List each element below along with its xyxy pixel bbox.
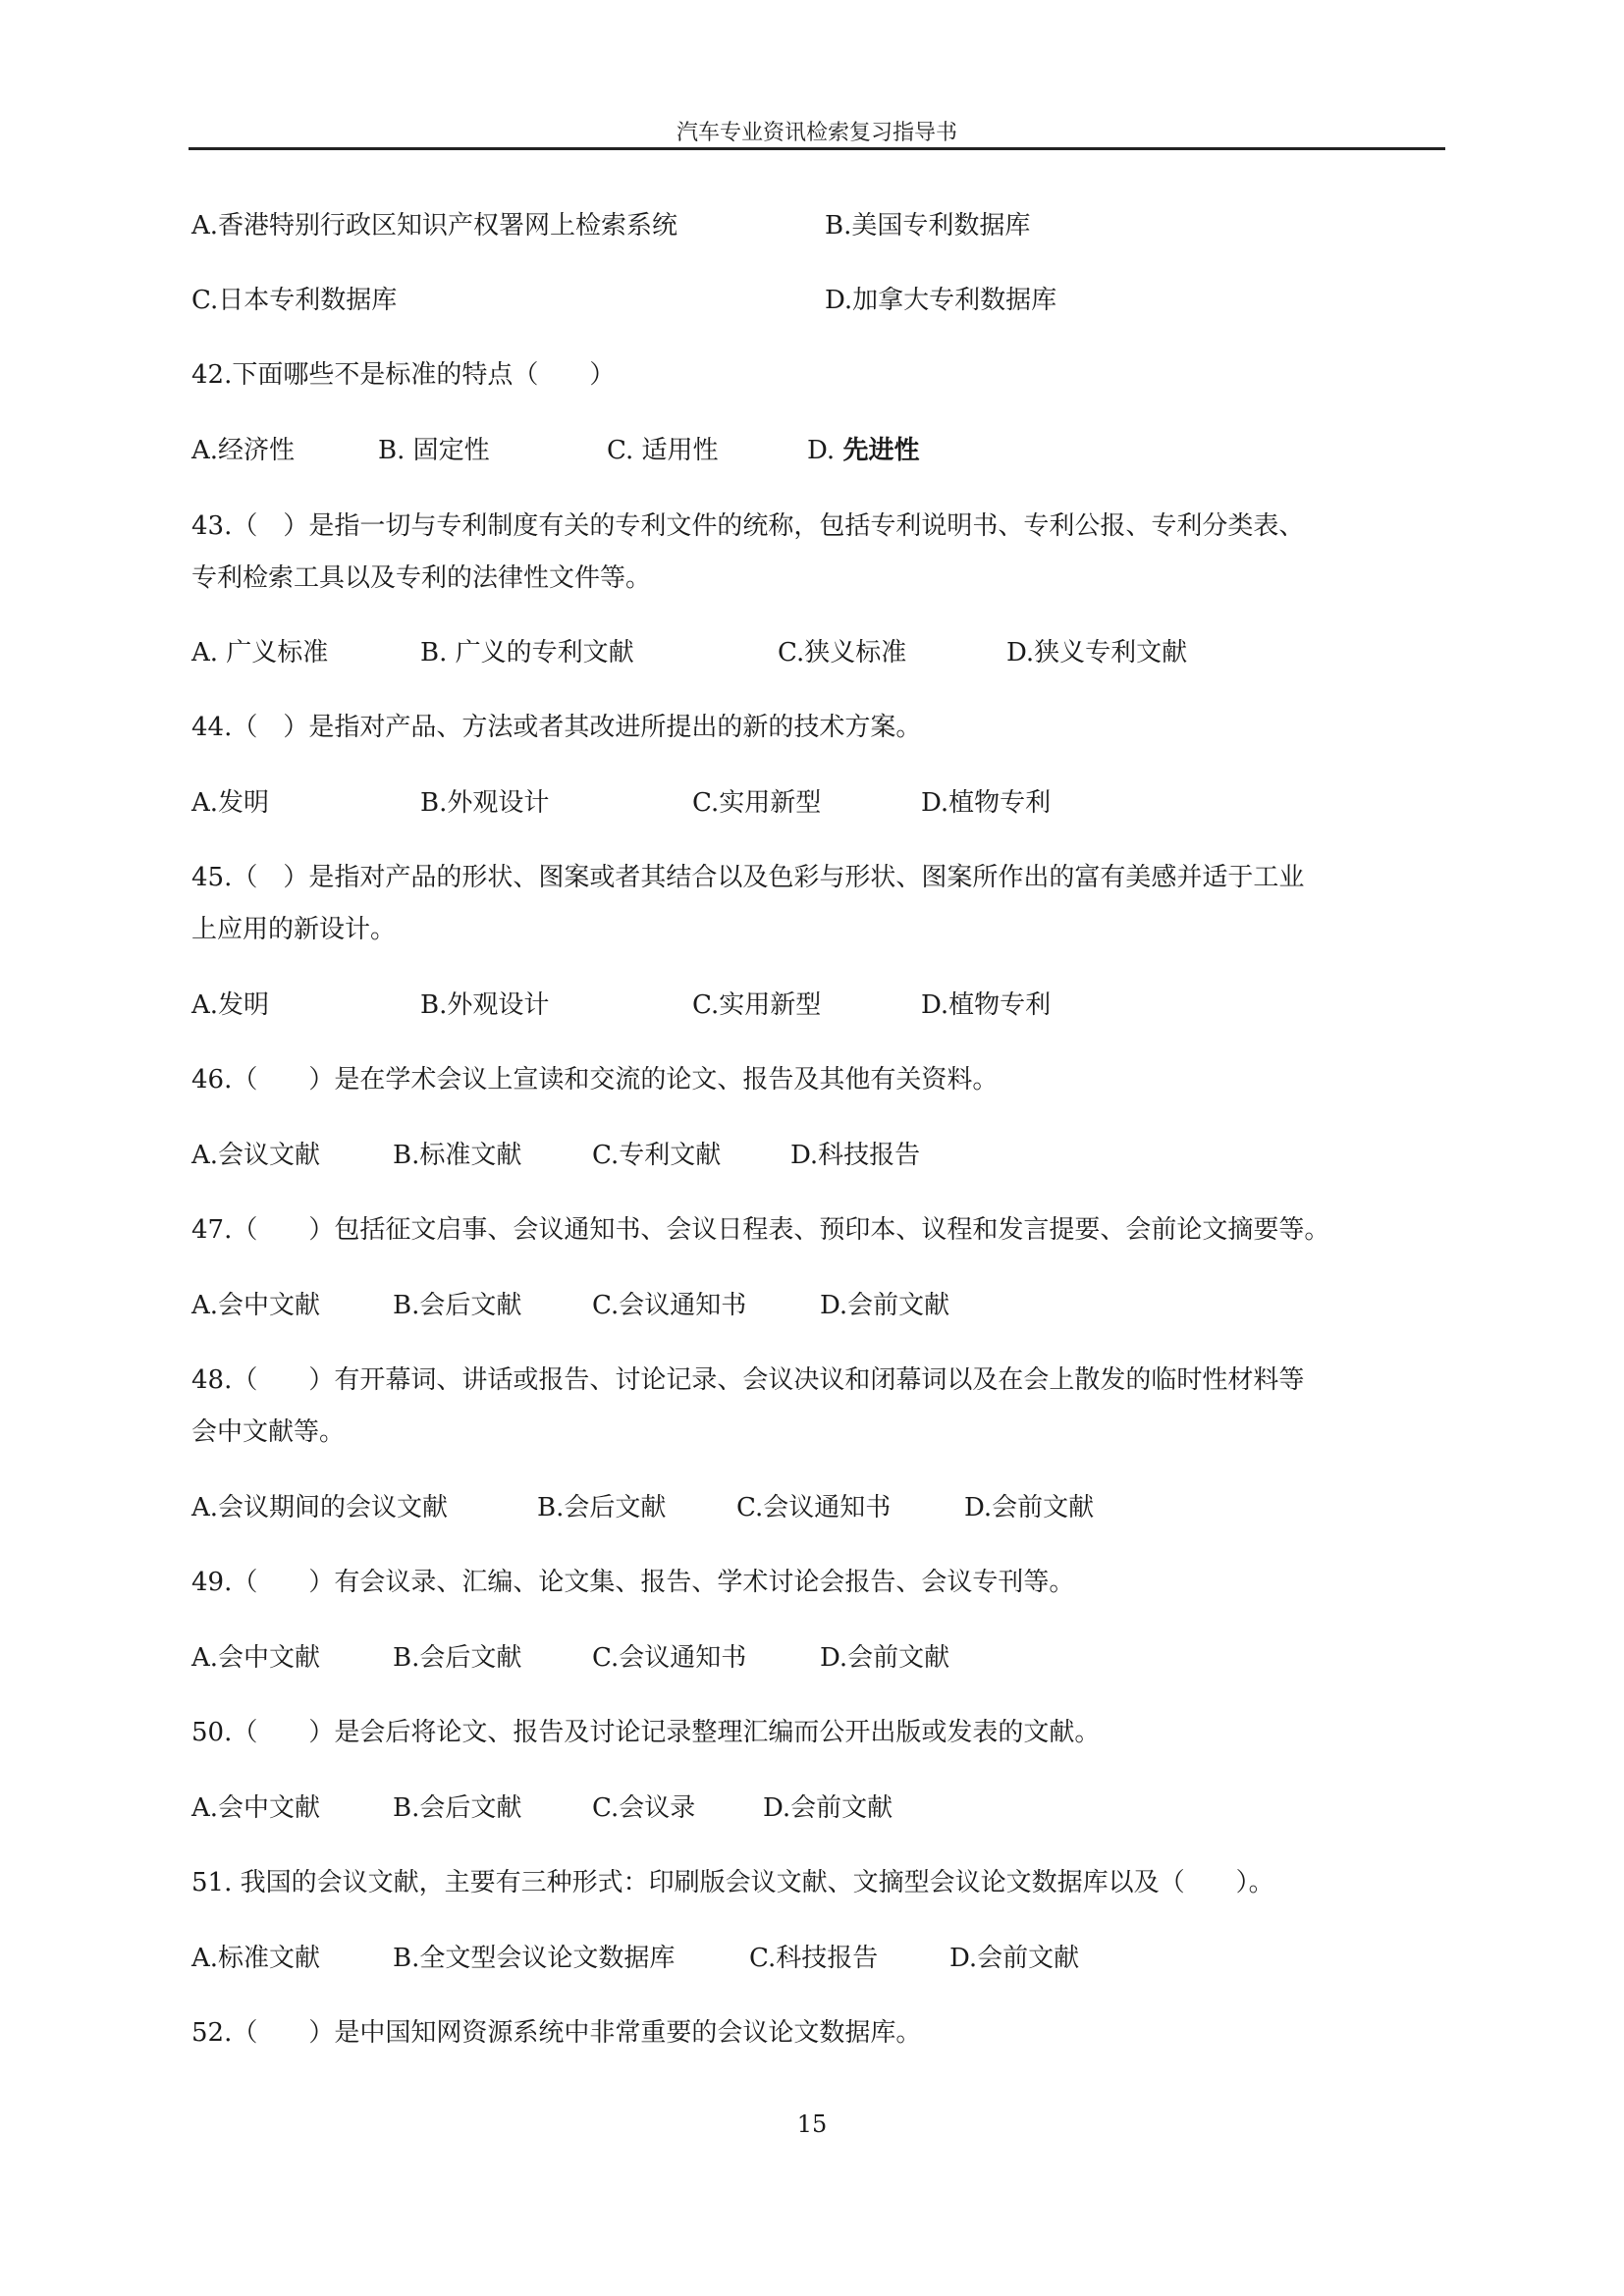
q51-option-d: D.会前文献: [949, 1944, 1080, 1973]
page-number: 15: [796, 2110, 828, 2138]
q46-option-a: A.会议文献: [191, 1141, 321, 1170]
q43-line1: 43.（ ）是指一切与专利制度有关的专利文件的统称，包括专利说明书、专利公报、专利分类表、: [191, 511, 1305, 541]
q42-option-d: [807, 433, 919, 468]
q49-option-d: D.会前文献: [820, 1643, 950, 1673]
q47-option-c: C.会议通知书: [592, 1291, 747, 1320]
q42-option-d-bold: 先进性: [842, 436, 920, 465]
q44-option-c: C.实用新型: [692, 788, 822, 818]
q42-option-b: B. 固定性: [378, 436, 490, 465]
q48-line2: 会中文献等。: [191, 1417, 346, 1447]
page-header-title: 汽车专业资讯检索复习指导书: [676, 121, 957, 145]
q41-option-a: A.香港特别行政区知识产权署网上检索系统: [191, 211, 678, 240]
q49-option-a: A.会中文献: [191, 1643, 321, 1673]
q49-text: 49.（ ）有会议录、汇编、论文集、报告、学术讨论会报告、会议专刊等。: [191, 1568, 1075, 1597]
q43-line2: 专利检索工具以及专利的法律性文件等。: [191, 563, 652, 593]
q42-option-a: A.经济性: [191, 436, 296, 465]
q45-option-c: C.实用新型: [692, 990, 822, 1020]
q47-option-d: D.会前文献: [820, 1291, 950, 1320]
q45-option-b: B.外观设计: [420, 990, 550, 1020]
q47-option-b: B.会后文献: [393, 1291, 522, 1320]
q47-option-a: A.会中文献: [191, 1291, 321, 1320]
q50-option-c: C.会议录: [592, 1793, 696, 1823]
q41-option-b: B.美国专利数据库: [825, 211, 1031, 240]
q42-option-d-prefix: D.: [807, 436, 843, 465]
q46-text: 46.（ ）是在学术会议上宣读和交流的论文、报告及其他有关资料。: [191, 1065, 999, 1095]
q46-option-c: C.专利文献: [592, 1141, 722, 1170]
q48-option-d: D.会前文献: [964, 1493, 1095, 1522]
q44-option-d: D.植物专利: [921, 788, 1052, 818]
q50-option-a: A.会中文献: [191, 1793, 321, 1823]
q51-option-a: A.标准文献: [191, 1944, 321, 1973]
q44-text: 44.（ ）是指对产品、方法或者其改进所提出的新的技术方案。: [191, 713, 922, 742]
q50-text: 50.（ ）是会后将论文、报告及讨论记录整理汇编而公开出版或发表的文献。: [191, 1718, 1101, 1747]
q50-option-d: D.会前文献: [763, 1793, 893, 1823]
q45-line1: 45.（ ）是指对产品的形状、图案或者其结合以及色彩与形状、图案所作出的富有美感并适于工业: [191, 863, 1305, 892]
q49-option-c: C.会议通知书: [592, 1643, 747, 1673]
q42-option-c: C. 适用性: [607, 436, 719, 465]
q45-option-d: D.植物专利: [921, 990, 1052, 1020]
q43-option-b: B. 广义的专利文献: [420, 638, 634, 667]
q41-option-c: C.日本专利数据库: [191, 286, 398, 315]
q44-option-b: B.外观设计: [420, 788, 550, 818]
q43-option-c: C.狭义标准: [778, 638, 907, 667]
q52-text: 52.（ ）是中国知网资源系统中非常重要的会议论文数据库。: [191, 2018, 922, 2048]
q46-option-b: B.标准文献: [393, 1141, 522, 1170]
q51-text: 51. 我国的会议文献，主要有三种形式：印刷版会议文献、文摘型会议论文数据库以及（ ）。: [191, 1868, 1274, 1897]
q45-line2: 上应用的新设计。: [191, 915, 397, 944]
q43-option-a: A. 广义标准: [191, 638, 329, 667]
q51-option-b: B.全文型会议论文数据库: [393, 1944, 676, 1973]
q42-text: 42.下面哪些不是标准的特点（ ）: [191, 360, 616, 390]
q50-option-b: B.会后文献: [393, 1793, 522, 1823]
q48-option-c: C.会议通知书: [736, 1493, 892, 1522]
q41-option-d: D.加拿大专利数据库: [825, 286, 1057, 315]
q46-option-d: D.科技报告: [790, 1141, 921, 1170]
q48-option-a: A.会议期间的会议文献: [191, 1493, 449, 1522]
q44-option-a: A.发明: [191, 788, 270, 818]
q47-text: 47.（ ）包括征文启事、会议通知书、会议日程表、预印本、议程和发言提要、会前论文摘要等。: [191, 1215, 1330, 1245]
q51-option-c: C.科技报告: [749, 1944, 879, 1973]
q45-option-a: A.发明: [191, 990, 270, 1020]
q43-option-d: D.狭义专利文献: [1006, 638, 1188, 667]
q48-option-b: B.会后文献: [537, 1493, 667, 1522]
header-rule: [189, 147, 1445, 150]
q48-line1: 48.（ ）有开幕词、讲话或报告、讨论记录、会议决议和闭幕词以及在会上散发的临时性材料等: [191, 1365, 1305, 1395]
q49-option-b: B.会后文献: [393, 1643, 522, 1673]
